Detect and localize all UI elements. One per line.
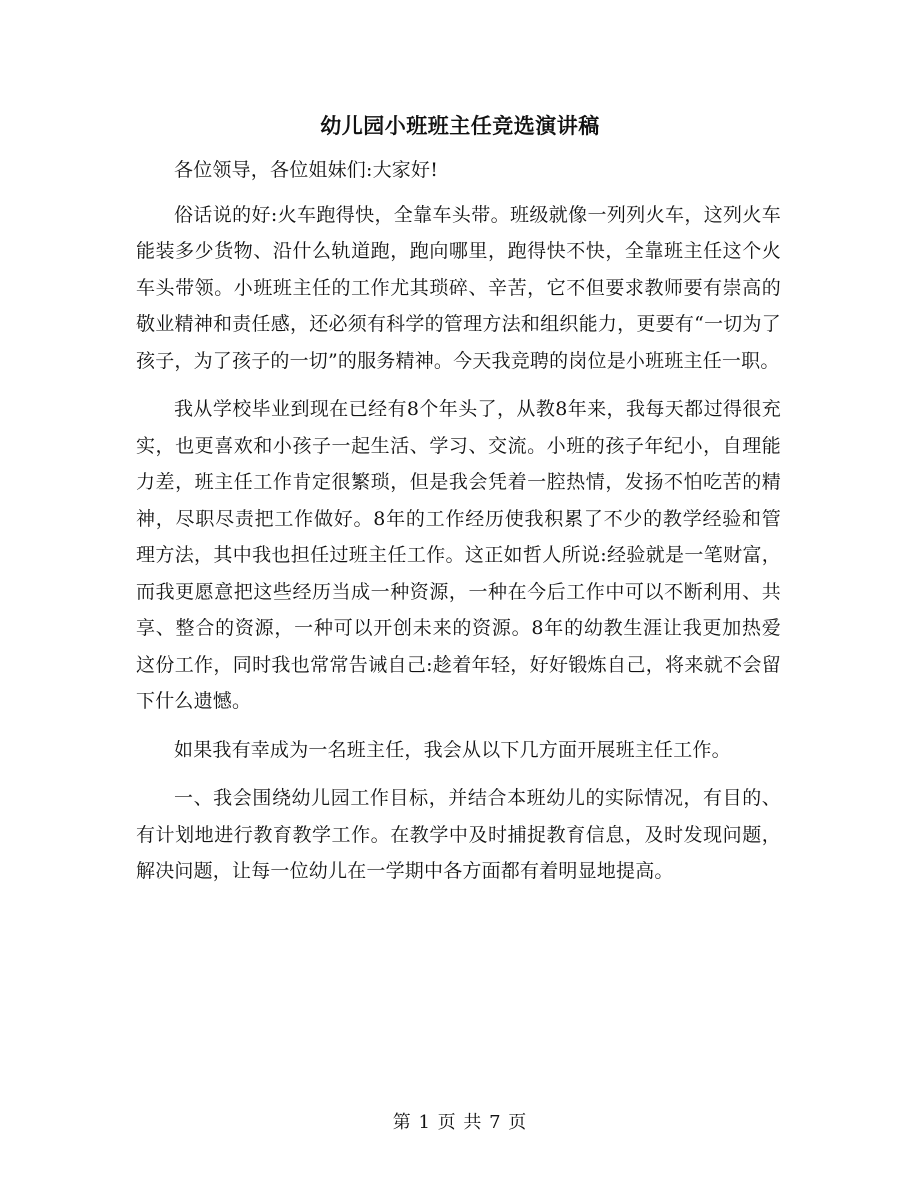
page-number-footer: 第 1 页 共 7 页 <box>392 1112 528 1133</box>
paragraph-train-analogy: 俗话说的好:火车跑得快，全靠车头带。班级就像一列列火车，这列火车能装多少货物、沿什么轨道跑，跑向哪里，跑得快不快，全靠班主任这个火车头带领。小班班主任的工作尤其琐碎、辛苦，它不但要求教师要有崇高的敬业精神和责任感，还必须有科学的管理方法和组织能力，更要有“一切为了孩子，为了孩子的一切”的服务精神。今天我竞聘的岗位是小班班主任一职。 <box>136 203 781 372</box>
paragraph-greeting: 各位领导，各位姐妹们:大家好! <box>174 159 439 181</box>
document-title: 幼儿园小班班主任竞选演讲稿 <box>320 113 600 138</box>
paragraph-experience: 我从学校毕业到现在已经有8个年头了，从教8年来，我每天都过得很充实，也更喜欢和小孩子一起生活、学习、交流。小班的孩子年纪小，自理能力差，班主任工作肯定很繁琐，但是我会凭着一腔热情，发扬不怕吃苦的精神，尽职尽责把工作做好。8年的工作经历使我积累了不少的教学经验和管理方法，其中我也担任过班主任工作。这正如哲人所说:经验就是一笔财富，而我更愿意把这些经历当成一种资源，一种在今后工作中可以不断利用、共享、整合的资源，一种可以开创未来的资源。8年的幼教生涯让我更加热爱这份工作，同时我也常常告诫自己:趁着年轻，好好锻炼自己，将来就不会留下什么遗憾。 <box>136 398 781 712</box>
paragraph-plan-item-1: 一、我会围绕幼儿园工作目标，并结合本班幼儿的实际情况，有目的、有计划地进行教育教学工作。在教学中及时捕捉教育信息，及时发现问题，解决问题，让每一位幼儿在一学期中各方面都有着明显地提高。 <box>136 787 781 882</box>
document-body <box>136 152 781 902</box>
paragraph-plan-intro: 如果我有幸成为一名班主任，我会从以下几方面开展班主任工作。 <box>174 738 731 761</box>
